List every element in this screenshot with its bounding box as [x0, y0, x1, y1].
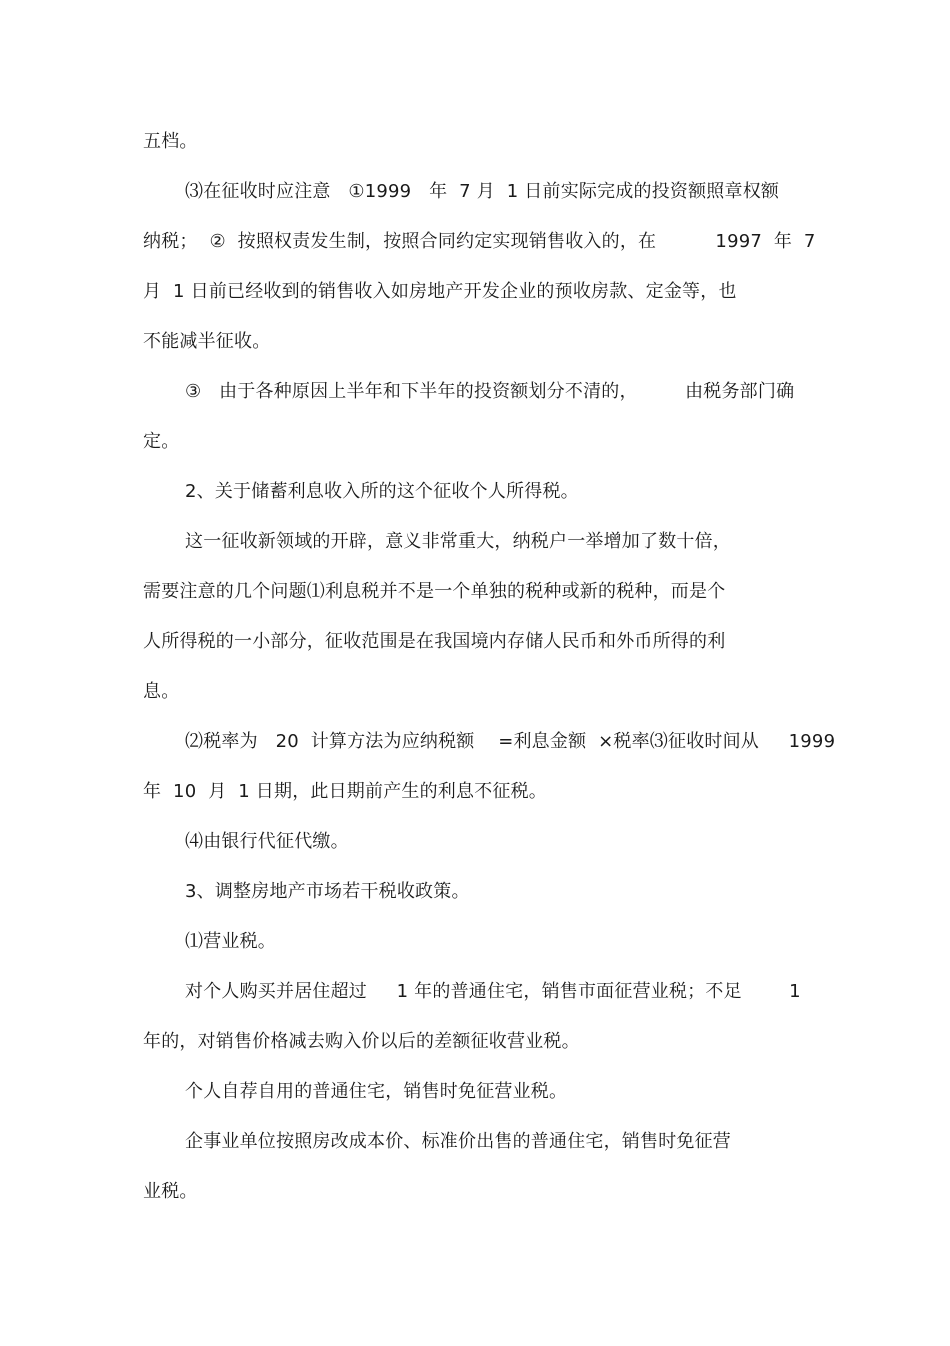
- text-line: ⑴营业税。: [185, 931, 276, 952]
- text-line: 年 10 月 1 日期，此日期前产生的利息不征税。: [143, 781, 548, 802]
- text-line: 企事业单位按照房改成本价、标准价出售的普通住宅，销售时免征营: [185, 1131, 731, 1152]
- text-line: 息。: [143, 681, 180, 702]
- text-line: 业税。: [143, 1181, 198, 1202]
- section-heading: 3、调整房地产市场若干税收政策。: [185, 881, 470, 902]
- text-line: 年的，对销售价格减去购入价以后的差额征收营业税。: [143, 1031, 580, 1052]
- text-line: 这一征收新领域的开辟，意义非常重大，纳税户一举增加了数十倍，: [185, 531, 731, 552]
- text-line: 人所得税的一小部分，征收范围是在我国境内存储人民币和外币所得的利: [143, 631, 726, 652]
- text-line: ⑷由银行代征代缴。: [185, 831, 349, 852]
- text-line: 纳税； ② 按照权责发生制，按照合同约定实现销售收入的，在 1997 年 7: [143, 231, 816, 252]
- text-line: 月 1 日前已经收到的销售收入如房地产开发企业的预收房款、定金等，也: [143, 281, 737, 302]
- text-line: 需要注意的几个问题⑴利息税并不是一个单独的税种或新的税种，而是个: [143, 581, 726, 602]
- text-line: 个人自荐自用的普通住宅，销售时免征营业税。: [185, 1081, 568, 1102]
- text-line: ⑶在征收时应注意 ①1999 年 7 月 1 日前实际完成的投资额照章权额: [185, 181, 780, 202]
- text-line: 对个人购买并居住超过 1 年的普通住宅，销售市面征营业税；不足 1: [185, 981, 801, 1002]
- text-line: ③ 由于各种原因上半年和下半年的投资额划分不清的， 由税务部门确: [185, 381, 795, 402]
- text-line: 不能减半征收。: [143, 331, 271, 352]
- text-line: ⑵税率为 20 计算方法为应纳税额 =利息金额 ×税率⑶征收时间从 1999: [185, 731, 836, 752]
- text-line: 定。: [143, 431, 180, 452]
- text-line: 五档。: [143, 131, 198, 152]
- section-heading: 2、关于储蓄利息收入所的这个征收个人所得税。: [185, 481, 579, 502]
